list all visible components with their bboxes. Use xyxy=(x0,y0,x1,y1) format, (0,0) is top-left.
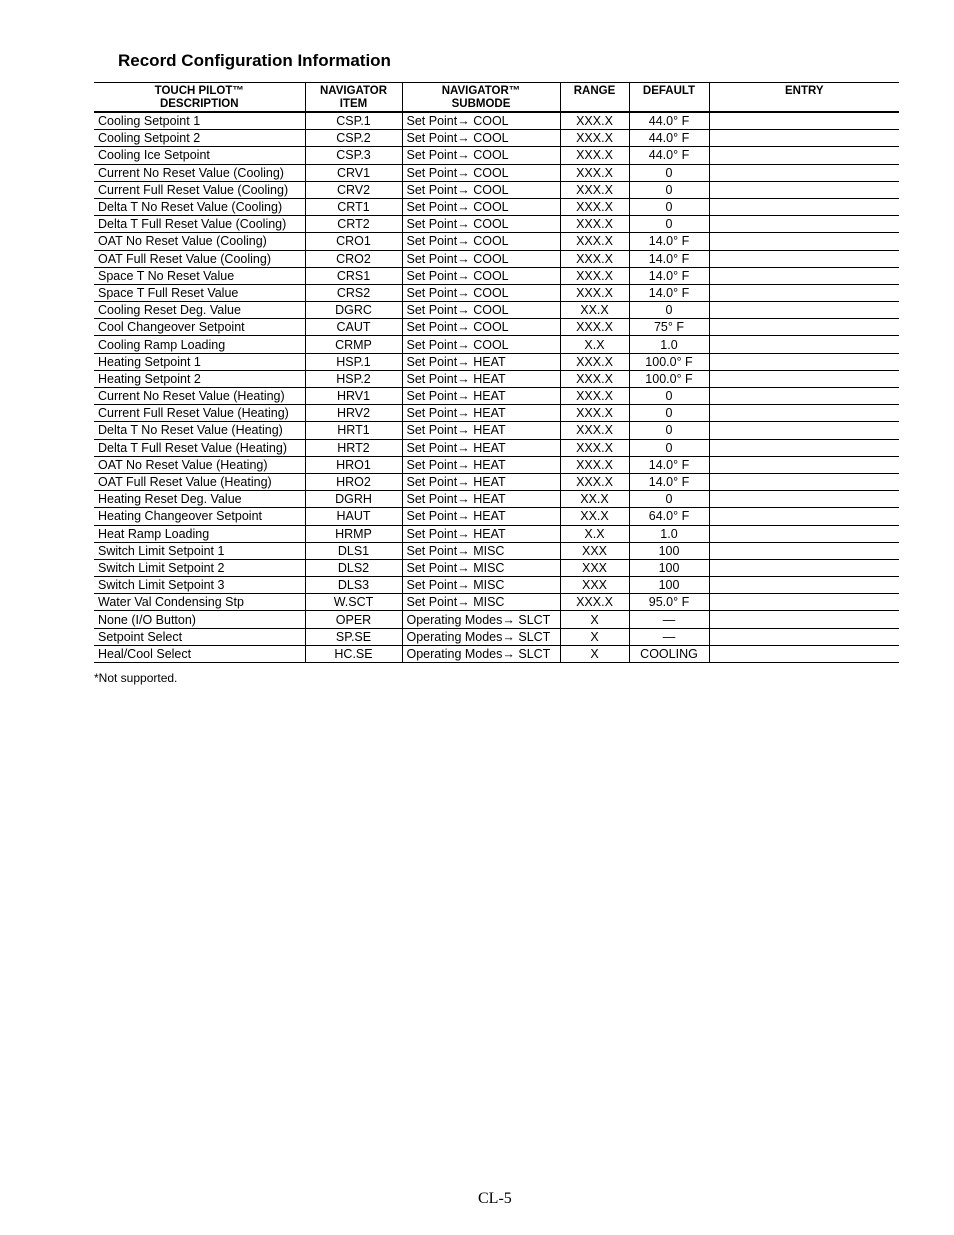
header-navigator-submode-line: SUBMODE xyxy=(451,98,511,110)
cell-entry[interactable] xyxy=(709,508,899,525)
cell-entry[interactable] xyxy=(709,645,899,662)
header-range xyxy=(560,83,629,113)
table-row xyxy=(94,181,899,198)
table-row xyxy=(94,353,899,370)
table-row xyxy=(94,198,899,215)
cell-navigator-submode: Set Point→ MISC xyxy=(402,577,560,594)
cell-navigator-submode: Set Point→ HEAT xyxy=(402,508,560,525)
cell-range: XXX xyxy=(560,577,629,594)
cell-entry[interactable] xyxy=(709,370,899,387)
cell-range: XXX.X xyxy=(560,422,629,439)
cell-entry[interactable] xyxy=(709,112,899,130)
cell-navigator-submode: Set Point→ COOL xyxy=(402,233,560,250)
cell-navigator-submode: Set Point→ COOL xyxy=(402,164,560,181)
cell-entry[interactable] xyxy=(709,594,899,611)
cell-default: 100 xyxy=(629,542,709,559)
cell-default: 95.0° F xyxy=(629,594,709,611)
table-row xyxy=(94,405,899,422)
header-navigator-item-line: ITEM xyxy=(339,98,368,110)
cell-navigator-item: DLS1 xyxy=(305,542,402,559)
cell-range: X xyxy=(560,628,629,645)
cell-navigator-item: CRS1 xyxy=(305,267,402,284)
cell-navigator-submode: Set Point→ COOL xyxy=(402,302,560,319)
cell-entry[interactable] xyxy=(709,439,899,456)
cell-navigator-submode: Set Point→ COOL xyxy=(402,250,560,267)
cell-navigator-item: CRT1 xyxy=(305,198,402,215)
table-row xyxy=(94,250,899,267)
cell-default: 100 xyxy=(629,577,709,594)
cell-description: Water Val Condensing Stp xyxy=(94,594,305,611)
table-row xyxy=(94,611,899,628)
cell-navigator-item: DLS3 xyxy=(305,577,402,594)
cell-range: XXX.X xyxy=(560,233,629,250)
cell-default: 14.0° F xyxy=(629,284,709,301)
cell-default: — xyxy=(629,628,709,645)
cell-entry[interactable] xyxy=(709,542,899,559)
cell-range: XXX.X xyxy=(560,439,629,456)
cell-entry[interactable] xyxy=(709,302,899,319)
cell-navigator-item: HRV2 xyxy=(305,405,402,422)
cell-entry[interactable] xyxy=(709,336,899,353)
cell-navigator-item: HRT1 xyxy=(305,422,402,439)
cell-entry[interactable] xyxy=(709,216,899,233)
cell-default: 0 xyxy=(629,198,709,215)
cell-navigator-submode: Operating Modes→ SLCT xyxy=(402,645,560,662)
cell-navigator-item: DLS2 xyxy=(305,559,402,576)
header-description-line: DESCRIPTION xyxy=(159,98,239,110)
cell-navigator-item: CRT2 xyxy=(305,216,402,233)
cell-entry[interactable] xyxy=(709,130,899,147)
cell-entry[interactable] xyxy=(709,353,899,370)
cell-navigator-item: HSP.2 xyxy=(305,370,402,387)
cell-navigator-item: CRS2 xyxy=(305,284,402,301)
cell-range: XXX.X xyxy=(560,250,629,267)
cell-navigator-item: SP.SE xyxy=(305,628,402,645)
cell-range: XXX.X xyxy=(560,353,629,370)
table-header-row xyxy=(94,83,899,113)
cell-navigator-submode: Set Point→ HEAT xyxy=(402,370,560,387)
cell-navigator-item: CAUT xyxy=(305,319,402,336)
cell-navigator-item: CSP.3 xyxy=(305,147,402,164)
cell-range: XXX.X xyxy=(560,181,629,198)
cell-navigator-submode: Set Point→ COOL xyxy=(402,130,560,147)
cell-description: OAT Full Reset Value (Cooling) xyxy=(94,250,305,267)
table-row xyxy=(94,284,899,301)
cell-default: 64.0° F xyxy=(629,508,709,525)
cell-navigator-item: DGRH xyxy=(305,491,402,508)
cell-description: Cooling Ice Setpoint xyxy=(94,147,305,164)
table-row xyxy=(94,130,899,147)
cell-default: 0 xyxy=(629,422,709,439)
cell-navigator-item: HSP.1 xyxy=(305,353,402,370)
table-row xyxy=(94,422,899,439)
cell-navigator-item: W.SCT xyxy=(305,594,402,611)
table-row xyxy=(94,112,899,130)
cell-navigator-submode: Set Point→ HEAT xyxy=(402,422,560,439)
header-default-line: DEFAULT xyxy=(642,85,696,97)
cell-navigator-item: CRO2 xyxy=(305,250,402,267)
cell-navigator-item: OPER xyxy=(305,611,402,628)
cell-range: XXX.X xyxy=(560,594,629,611)
cell-default: 44.0° F xyxy=(629,147,709,164)
cell-range: X.X xyxy=(560,336,629,353)
cell-entry[interactable] xyxy=(709,577,899,594)
cell-default: 100 xyxy=(629,559,709,576)
cell-range: XXX.X xyxy=(560,319,629,336)
cell-navigator-item: HAUT xyxy=(305,508,402,525)
cell-description: Current No Reset Value (Heating) xyxy=(94,388,305,405)
cell-description: Switch Limit Setpoint 3 xyxy=(94,577,305,594)
header-range-line: RANGE xyxy=(573,85,616,97)
cell-navigator-submode: Set Point→ HEAT xyxy=(402,388,560,405)
cell-entry[interactable] xyxy=(709,164,899,181)
cell-range: XXX xyxy=(560,559,629,576)
cell-range: X.X xyxy=(560,525,629,542)
cell-navigator-item: CRV2 xyxy=(305,181,402,198)
cell-default: 0 xyxy=(629,181,709,198)
cell-entry[interactable] xyxy=(709,559,899,576)
cell-navigator-item: HRO1 xyxy=(305,456,402,473)
cell-description: OAT No Reset Value (Heating) xyxy=(94,456,305,473)
cell-default: 0 xyxy=(629,491,709,508)
cell-entry[interactable] xyxy=(709,250,899,267)
cell-entry[interactable] xyxy=(709,233,899,250)
header-entry-line: ENTRY xyxy=(784,85,824,97)
footnote: *Not supported. xyxy=(94,671,178,685)
cell-default: 0 xyxy=(629,216,709,233)
table-row xyxy=(94,233,899,250)
cell-navigator-item: CRMP xyxy=(305,336,402,353)
cell-description: Delta T Full Reset Value (Heating) xyxy=(94,439,305,456)
cell-range: X xyxy=(560,645,629,662)
cell-navigator-item: HRV1 xyxy=(305,388,402,405)
cell-description: Space T Full Reset Value xyxy=(94,284,305,301)
cell-default: 14.0° F xyxy=(629,250,709,267)
cell-range: XXX.X xyxy=(560,370,629,387)
table-body xyxy=(94,112,899,663)
cell-navigator-item: HRO2 xyxy=(305,473,402,490)
cell-entry[interactable] xyxy=(709,611,899,628)
cell-default: 0 xyxy=(629,302,709,319)
cell-default: 14.0° F xyxy=(629,473,709,490)
table-row xyxy=(94,491,899,508)
cell-description: Heal/Cool Select xyxy=(94,645,305,662)
cell-range: XXX.X xyxy=(560,147,629,164)
cell-description: None (I/O Button) xyxy=(94,611,305,628)
header-description-line: TOUCH PILOT™ xyxy=(154,85,244,97)
cell-range: XXX.X xyxy=(560,267,629,284)
cell-range: XX.X xyxy=(560,302,629,319)
table-row xyxy=(94,336,899,353)
cell-description: Cool Changeover Setpoint xyxy=(94,319,305,336)
header-default xyxy=(629,83,709,113)
cell-navigator-submode: Set Point→ HEAT xyxy=(402,439,560,456)
cell-entry[interactable] xyxy=(709,491,899,508)
cell-default: 100.0° F xyxy=(629,370,709,387)
table-row xyxy=(94,164,899,181)
cell-navigator-submode: Set Point→ MISC xyxy=(402,542,560,559)
cell-navigator-item: CRO1 xyxy=(305,233,402,250)
cell-description: Heating Setpoint 2 xyxy=(94,370,305,387)
cell-description: Switch Limit Setpoint 2 xyxy=(94,559,305,576)
cell-navigator-item: CSP.2 xyxy=(305,130,402,147)
cell-description: Cooling Setpoint 2 xyxy=(94,130,305,147)
cell-description: Delta T Full Reset Value (Cooling) xyxy=(94,216,305,233)
cell-entry[interactable] xyxy=(709,147,899,164)
cell-description: OAT Full Reset Value (Heating) xyxy=(94,473,305,490)
cell-range: XXX.X xyxy=(560,130,629,147)
table-row xyxy=(94,594,899,611)
table-row xyxy=(94,319,899,336)
table-row xyxy=(94,147,899,164)
cell-default: — xyxy=(629,611,709,628)
cell-description: OAT No Reset Value (Cooling) xyxy=(94,233,305,250)
cell-entry[interactable] xyxy=(709,198,899,215)
cell-description: Current Full Reset Value (Cooling) xyxy=(94,181,305,198)
cell-description: Heating Reset Deg. Value xyxy=(94,491,305,508)
cell-description: Current Full Reset Value (Heating) xyxy=(94,405,305,422)
cell-navigator-submode: Set Point→ COOL xyxy=(402,267,560,284)
cell-entry[interactable] xyxy=(709,473,899,490)
cell-navigator-submode: Set Point→ HEAT xyxy=(402,473,560,490)
cell-range: XXX.X xyxy=(560,216,629,233)
cell-range: X xyxy=(560,611,629,628)
cell-range: XX.X xyxy=(560,508,629,525)
cell-navigator-item: HRMP xyxy=(305,525,402,542)
cell-navigator-submode: Set Point→ COOL xyxy=(402,319,560,336)
header-entry xyxy=(709,83,899,113)
table-row xyxy=(94,216,899,233)
table-row xyxy=(94,525,899,542)
cell-default: 14.0° F xyxy=(629,267,709,284)
cell-default: 0 xyxy=(629,405,709,422)
cell-range: XX.X xyxy=(560,491,629,508)
cell-navigator-submode: Set Point→ HEAT xyxy=(402,405,560,422)
cell-description: Space T No Reset Value xyxy=(94,267,305,284)
cell-navigator-submode: Set Point→ COOL xyxy=(402,147,560,164)
table-row xyxy=(94,388,899,405)
cell-default: 0 xyxy=(629,164,709,181)
cell-range: XXX xyxy=(560,542,629,559)
cell-description: Switch Limit Setpoint 1 xyxy=(94,542,305,559)
table-row xyxy=(94,577,899,594)
cell-navigator-item: CRV1 xyxy=(305,164,402,181)
header-navigator-item xyxy=(305,83,402,113)
cell-description: Heating Changeover Setpoint xyxy=(94,508,305,525)
table-row xyxy=(94,473,899,490)
cell-navigator-item: DGRC xyxy=(305,302,402,319)
cell-description: Cooling Ramp Loading xyxy=(94,336,305,353)
cell-default: COOLING xyxy=(629,645,709,662)
header-navigator-submode-line: NAVIGATOR™ xyxy=(441,85,521,97)
cell-navigator-submode: Set Point→ COOL xyxy=(402,336,560,353)
table-row xyxy=(94,439,899,456)
table-row xyxy=(94,542,899,559)
cell-range: XXX.X xyxy=(560,112,629,130)
cell-navigator-submode: Set Point→ HEAT xyxy=(402,525,560,542)
header-description xyxy=(94,83,305,113)
cell-navigator-item: HRT2 xyxy=(305,439,402,456)
cell-default: 44.0° F xyxy=(629,130,709,147)
cell-range: XXX.X xyxy=(560,388,629,405)
cell-description: Current No Reset Value (Cooling) xyxy=(94,164,305,181)
cell-entry[interactable] xyxy=(709,456,899,473)
cell-entry[interactable] xyxy=(709,267,899,284)
cell-range: XXX.X xyxy=(560,284,629,301)
cell-description: Heating Setpoint 1 xyxy=(94,353,305,370)
cell-navigator-submode: Set Point→ HEAT xyxy=(402,353,560,370)
cell-navigator-submode: Set Point→ MISC xyxy=(402,594,560,611)
table-row xyxy=(94,559,899,576)
cell-navigator-submode: Set Point→ COOL xyxy=(402,216,560,233)
cell-navigator-submode: Set Point→ COOL xyxy=(402,181,560,198)
cell-default: 14.0° F xyxy=(629,233,709,250)
cell-default: 1.0 xyxy=(629,525,709,542)
page-number: CL-5 xyxy=(478,1190,512,1207)
table-row xyxy=(94,508,899,525)
cell-navigator-submode: Operating Modes→ SLCT xyxy=(402,611,560,628)
cell-range: XXX.X xyxy=(560,456,629,473)
cell-navigator-submode: Set Point→ COOL xyxy=(402,284,560,301)
configuration-table xyxy=(94,82,899,663)
cell-range: XXX.X xyxy=(560,473,629,490)
cell-entry[interactable] xyxy=(709,388,899,405)
cell-navigator-submode: Set Point→ HEAT xyxy=(402,456,560,473)
cell-entry[interactable] xyxy=(709,422,899,439)
page-title: Record Configuration Information xyxy=(118,51,391,70)
cell-default: 0 xyxy=(629,388,709,405)
cell-navigator-submode: Set Point→ MISC xyxy=(402,559,560,576)
cell-entry[interactable] xyxy=(709,284,899,301)
table-row xyxy=(94,370,899,387)
cell-entry[interactable] xyxy=(709,525,899,542)
cell-description: Heat Ramp Loading xyxy=(94,525,305,542)
cell-navigator-item: HC.SE xyxy=(305,645,402,662)
cell-navigator-item: CSP.1 xyxy=(305,112,402,130)
table-row xyxy=(94,628,899,645)
cell-default: 0 xyxy=(629,439,709,456)
cell-range: XXX.X xyxy=(560,405,629,422)
cell-entry[interactable] xyxy=(709,181,899,198)
cell-entry[interactable] xyxy=(709,628,899,645)
cell-description: Cooling Reset Deg. Value xyxy=(94,302,305,319)
cell-default: 44.0° F xyxy=(629,112,709,130)
cell-default: 100.0° F xyxy=(629,353,709,370)
cell-navigator-submode: Set Point→ HEAT xyxy=(402,491,560,508)
table-row xyxy=(94,267,899,284)
header-navigator-item-line: NAVIGATOR xyxy=(319,85,388,97)
table-row xyxy=(94,456,899,473)
cell-default: 75° F xyxy=(629,319,709,336)
cell-default: 1.0 xyxy=(629,336,709,353)
cell-navigator-submode: Set Point→ COOL xyxy=(402,112,560,130)
cell-range: XXX.X xyxy=(560,164,629,181)
header-navigator-submode xyxy=(402,83,560,113)
table-row xyxy=(94,645,899,662)
cell-navigator-submode: Set Point→ COOL xyxy=(402,198,560,215)
cell-entry[interactable] xyxy=(709,319,899,336)
cell-default: 14.0° F xyxy=(629,456,709,473)
cell-description: Setpoint Select xyxy=(94,628,305,645)
cell-description: Delta T No Reset Value (Heating) xyxy=(94,422,305,439)
cell-entry[interactable] xyxy=(709,405,899,422)
cell-navigator-submode: Operating Modes→ SLCT xyxy=(402,628,560,645)
table-row xyxy=(94,302,899,319)
cell-description: Cooling Setpoint 1 xyxy=(94,112,305,130)
cell-description: Delta T No Reset Value (Cooling) xyxy=(94,198,305,215)
cell-range: XXX.X xyxy=(560,198,629,215)
